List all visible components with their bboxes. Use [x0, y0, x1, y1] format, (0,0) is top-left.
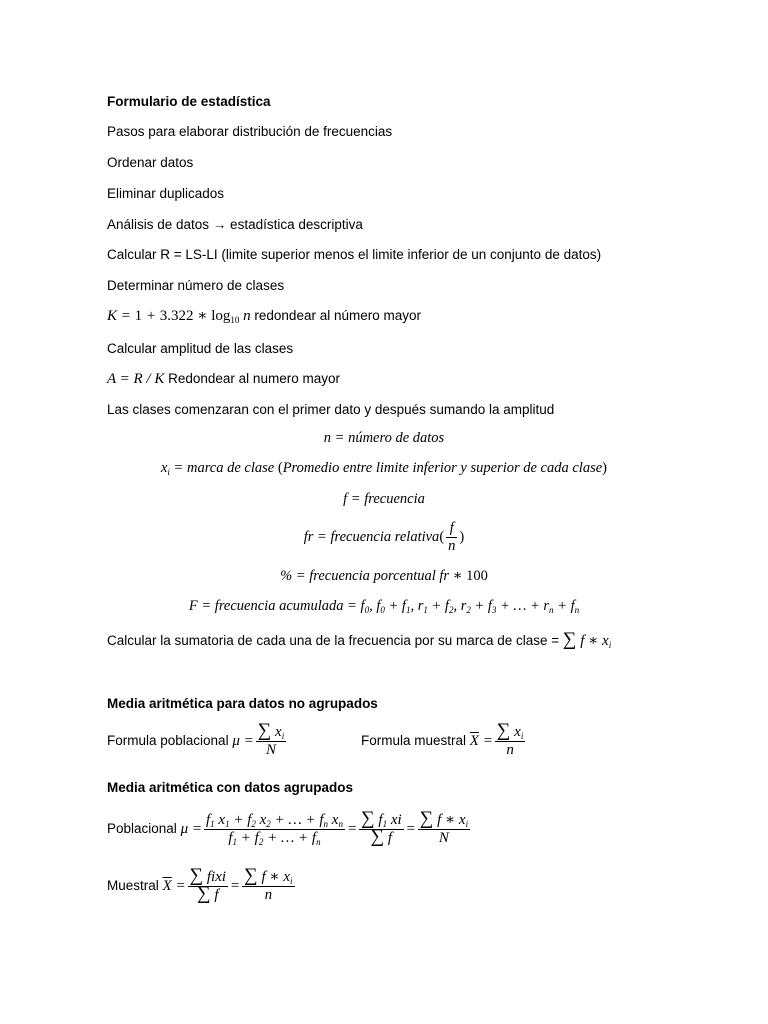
def-fr: fr = frecuencia relativa( $\frac{f}{n}$ ) [303, 520, 465, 554]
mu-grouped-formula: μ = $\frac{f_1 x_1 + f_2 x_2 + \dots + f_n x_n}{f_1 + f_2 + \dots + f_n}$ = $\frac{\sum f_1 xi}{\sum f}$ = $\frac{\sum f ∗ x_i}{N}$ [180, 808, 469, 847]
sum-line [107, 629, 612, 650]
muestral-label: Formula muestral [361, 732, 467, 748]
step-start: Las clases comenzaran con el primer dato y después sumando la amplitud [107, 402, 555, 417]
step-dedupe: Eliminar duplicados [107, 186, 225, 201]
mu-formula: μ = $\frac{\sum x_i}{N}$ [232, 720, 285, 758]
def-pct: % = frecuencia porcentual fr ∗ 100 [280, 568, 488, 584]
sum-text: Calcular la sumatoria de cada una de la frecuencia por su marca de clase = [107, 633, 560, 648]
poblacional-label: Formula poblacional [107, 732, 229, 748]
steps-heading: Pasos para elaborar distribución de frecuencias [107, 124, 393, 139]
step-analysis: Análisis de datos → estadística descriptiva [107, 217, 363, 232]
def-n: n = número de datos [323, 430, 445, 446]
a-note: Redondear al numero mayor [168, 371, 340, 386]
poblacional-no-agrupados [107, 720, 288, 759]
step-width: Calcular amplitud de las clases [107, 341, 294, 356]
step-order: Ordenar datos [107, 155, 194, 170]
def-F: F = frecuencia acumulada = $f_0$, $f_0 + f_1$, $r_1 + f_2$, $r_2 + f_3$ + … + $r_n + f_n$ [188, 598, 580, 615]
document-title: Formulario de estadística [107, 94, 271, 109]
poblacional-agrupados-label: Poblacional [107, 820, 177, 836]
sum-formula: ∑ f ∗ $x_i$ [562, 629, 612, 650]
a-formula-line [107, 370, 340, 388]
k-note: redondear al número mayor [254, 308, 421, 323]
step-range: Calcular R = LS-LI (limite superior menos el limite inferior de un conjunto de datos) [107, 247, 602, 262]
heading-agrupados: Media aritmética con datos agrupados [107, 780, 354, 795]
def-f: f = frecuencia [343, 491, 425, 507]
xbar-grouped-formula: $\overline{X}$ = $\frac{\text{∑ fixi}}{\sum f}$ = $\frac{\sum f ∗ x_i}{n}$ [162, 865, 293, 904]
heading-no-agrupados: Media aritmética para datos no agrupados [107, 696, 378, 711]
muestral-no-agrupados [361, 720, 527, 759]
k-formula-line [107, 307, 421, 325]
muestral-agrupados [107, 865, 297, 904]
xbar-formula: $\overline{X}$ = $\frac{\sum x_i}{n}$ [469, 720, 524, 758]
def-xi: $x_i$ = marca de clase (Promedio entre limite inferior y superior de cada clase) [160, 460, 608, 477]
muestral-agrupados-label: Muestral [107, 877, 159, 893]
a-formula: A = R / K [107, 371, 165, 387]
poblacional-agrupados [107, 808, 472, 847]
k-formula: K = 1 + 3.322 ∗ $\log_{10} n$ [107, 308, 251, 325]
step-classes: Determinar número de clases [107, 278, 285, 293]
